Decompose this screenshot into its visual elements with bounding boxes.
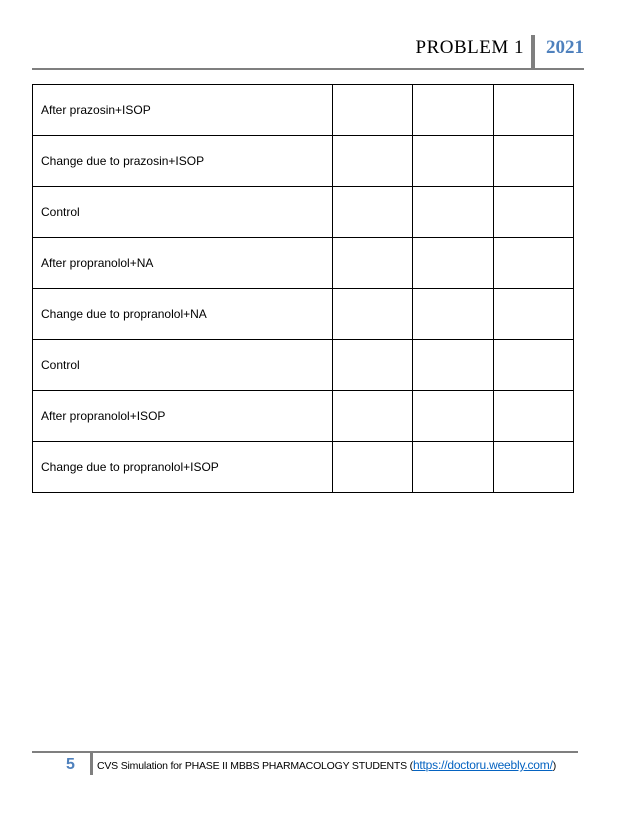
table-cell bbox=[413, 289, 493, 340]
table-cell bbox=[493, 289, 573, 340]
table-cell bbox=[332, 289, 412, 340]
page-header bbox=[32, 35, 584, 69]
footer-link[interactable]: https://doctoru.weebly.com/ bbox=[412, 758, 553, 772]
table-cell bbox=[413, 187, 493, 238]
row-label: Change due to prazosin+ISOP bbox=[33, 136, 333, 187]
row-label: After propranolol+NA bbox=[33, 238, 333, 289]
table-cell bbox=[493, 187, 573, 238]
table-row bbox=[33, 442, 574, 493]
table-row bbox=[33, 85, 574, 136]
footer-text bbox=[97, 758, 556, 772]
table-cell bbox=[413, 442, 493, 493]
row-label: Control bbox=[33, 340, 333, 391]
table-cell bbox=[332, 238, 412, 289]
table-cell bbox=[493, 442, 573, 493]
header-year: 2021 bbox=[546, 37, 584, 58]
footer-divider bbox=[90, 753, 93, 775]
footer-close-paren: ) bbox=[552, 760, 557, 772]
table-cell bbox=[413, 391, 493, 442]
table-cell bbox=[493, 136, 573, 187]
table-row bbox=[33, 391, 574, 442]
row-label: After prazosin+ISOP bbox=[33, 85, 333, 136]
row-label: After propranolol+ISOP bbox=[33, 391, 333, 442]
results-table bbox=[32, 84, 574, 493]
table-cell bbox=[413, 85, 493, 136]
table-row bbox=[33, 238, 574, 289]
table-cell bbox=[493, 391, 573, 442]
table-row bbox=[33, 340, 574, 391]
table-cell bbox=[332, 391, 412, 442]
footer-rule bbox=[32, 751, 578, 753]
table-cell bbox=[413, 238, 493, 289]
table-cell bbox=[493, 85, 573, 136]
table-row bbox=[33, 289, 574, 340]
header-rule bbox=[32, 68, 584, 70]
table-cell bbox=[413, 136, 493, 187]
page-number: 5 bbox=[66, 756, 75, 773]
table-cell bbox=[332, 136, 412, 187]
table-cell bbox=[332, 340, 412, 391]
row-label: Change due to propranolol+NA bbox=[33, 289, 333, 340]
table-row bbox=[33, 136, 574, 187]
table-cell bbox=[332, 85, 412, 136]
table-cell bbox=[332, 442, 412, 493]
table-cell bbox=[493, 238, 573, 289]
header-divider bbox=[531, 35, 535, 68]
table-cell bbox=[413, 340, 493, 391]
table-cell bbox=[493, 340, 573, 391]
row-label: Control bbox=[33, 187, 333, 238]
header-title: PROBLEM 1 bbox=[415, 37, 524, 58]
table-cell bbox=[332, 187, 412, 238]
footer-caption: CVS Simulation for PHASE II MBBS PHARMACOLOGY STUDENTS ( bbox=[97, 760, 413, 772]
table-row bbox=[33, 187, 574, 238]
row-label: Change due to propranolol+ISOP bbox=[33, 442, 333, 493]
